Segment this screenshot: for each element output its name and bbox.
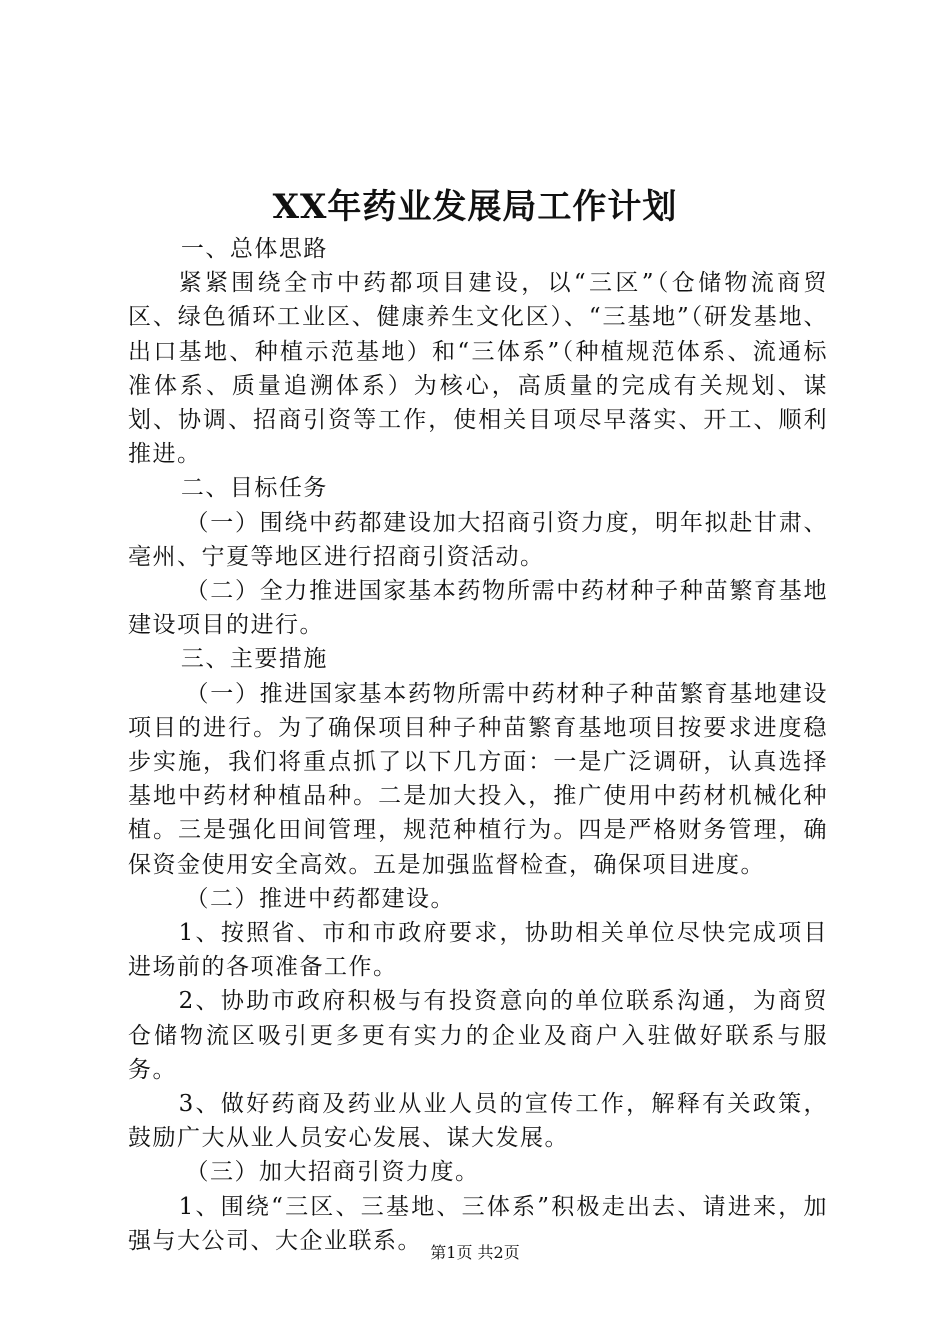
section-heading-1: 一、总体思路 bbox=[180, 236, 328, 262]
paragraph-measure-2-item-2: 2、协助市政府积极与有投资意向的单位联系沟通，为商贸仓储物流区吸引更多更有实力的企业及商户入驻做好联系与服务。 bbox=[128, 988, 828, 1083]
paragraph-measure-1: （一）推进国家基本药物所需中药材种子种苗繁育基地建设项目的进行。为了确保项目种子种苗繁育基地项目按要求进度稳步实施，我们将重点抓了以下几方面：一是广泛调研，认真选择基地中药材种植品种。二是加大投入，推广使用中药材机械化种植。三是强化田间管理，规范种植行为。四是严格财务管理，确保资金使用安全高效。五是加强监督检查，确保项目进度。 bbox=[128, 680, 828, 878]
document-body bbox=[128, 232, 828, 1258]
paragraph-overall-idea: 紧紧围绕全市中药都项目建设，以“三区”（仓储物流商贸区、绿色循环工业区、健康养生文化区）、“三基地”（研发基地、出口基地、种植示范基地）和“三体系”（种植规范体系、流通标准体系、质量追溯体系）为核心，高质量的完成有关规划、谋划、协调、招商引资等工作，使相关目项尽早落实、开工、顺利推进。 bbox=[128, 270, 828, 468]
paragraph-measure-3-item-1: 1、围绕“三区、三基地、三体系”积极走出去、请进来，加强与大公司、大企业联系。 bbox=[128, 1193, 828, 1254]
paragraph-measure-2-item-1: 1、按照省、市和市政府要求，协助相关单位尽快完成项目进场前的各项准备工作。 bbox=[128, 920, 828, 981]
page-footer: 第1页 共2页 bbox=[430, 1243, 520, 1262]
subheading-measure-3: （三）加大招商引资力度。 bbox=[185, 1159, 480, 1186]
subheading-measure-2: （二）推进中药都建设。 bbox=[185, 885, 455, 912]
paragraph-measure-2-item-3: 3、做好药商及药业从业人员的宣传工作，解释有关政策，鼓励广大从业人员安心发展、谋大发展。 bbox=[128, 1091, 828, 1152]
paragraph-target-1: （一）围绕中药都建设加大招商引资力度，明年拟赴甘肃、亳州、宁夏等地区进行招商引资活动。 bbox=[128, 509, 828, 570]
section-heading-3: 三、主要措施 bbox=[180, 646, 328, 673]
paragraph-target-2: （二）全力推进国家基本药物所需中药材种子种苗繁育基地建设项目的进行。 bbox=[128, 578, 828, 639]
document-title: XX年药业发展局工作计划 bbox=[272, 187, 678, 227]
section-heading-2: 二、目标任务 bbox=[180, 475, 328, 502]
